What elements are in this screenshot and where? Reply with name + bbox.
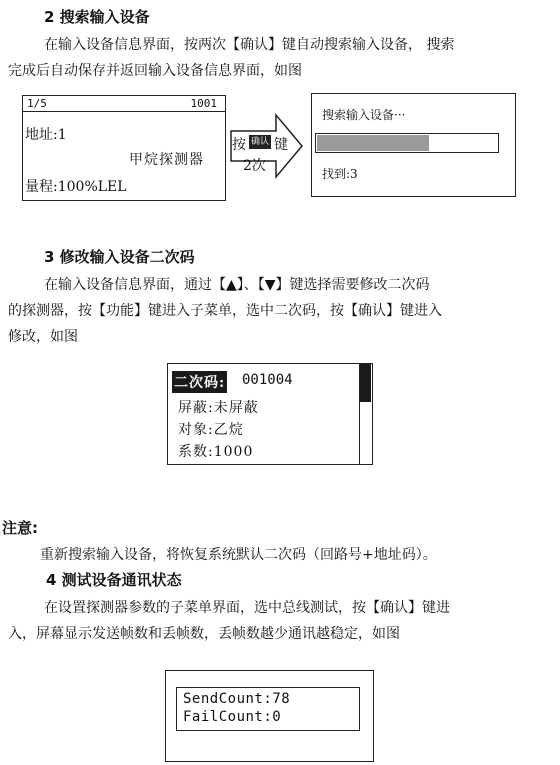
- address-label: 地址:1: [25, 127, 67, 143]
- section4-para-line1: 在设置探测器参数的子菜单界面，选中总线测试，按【确认】键进: [44, 600, 450, 616]
- arrow-press-text: 按: [232, 137, 246, 153]
- send-count: SendCount:78: [183, 691, 291, 707]
- code-value: 001004: [242, 372, 293, 388]
- section3-heading: 3 修改输入设备二次码: [44, 248, 195, 266]
- search-screen: [311, 93, 516, 197]
- section2-para-line1: 在输入设备信息界面，按两次【确认】键自动搜索输入设备， 搜索: [44, 37, 455, 53]
- section3-para-line1: 在输入设备信息界面，通过【▲】、【▼】键选择需要修改二次码: [44, 277, 430, 293]
- note-text: 重新搜索输入设备，将恢复系统默认二次码（回路号+地址码）。: [40, 547, 437, 563]
- section3-para-line3: 修改，如图: [8, 329, 78, 345]
- fail-count: FailCount:0: [183, 709, 282, 725]
- header-divider: [23, 111, 225, 112]
- code-edit-screen: [167, 363, 373, 465]
- page-indicator: 1/5: [27, 97, 47, 110]
- search-title: 搜索输入设备···: [322, 108, 406, 122]
- note-heading: 注意:: [2, 519, 38, 537]
- code-label-highlight: 二次码:: [172, 371, 227, 393]
- section3-para-line2: 的探测器，按【功能】键进入子菜单，选中二次码，按【确认】键进入: [8, 303, 442, 319]
- range-label: 量程:100%LEL: [25, 179, 127, 195]
- section2-para-line2: 完成后自动保存并返回输入设备信息界面，如图: [8, 63, 302, 79]
- detector-type: 甲烷探测器: [129, 152, 204, 168]
- bus-test-screen: [165, 670, 374, 762]
- shield-row: 屏蔽:未屏蔽: [178, 400, 259, 416]
- search-progress-bar: [315, 133, 499, 153]
- section4-para-line2: 入，屏幕显示发送帧数和丢帧数，丢帧数越少通讯越稳定，如图: [8, 626, 400, 642]
- arrow-key-text: 键: [274, 137, 288, 153]
- device-info-screen: [22, 95, 226, 201]
- section4-heading: 4 测试设备通讯状态: [46, 571, 182, 589]
- object-row: 对象:乙烷: [178, 422, 244, 438]
- device-code: 1001: [190, 97, 217, 110]
- coeff-row: 系数:1000: [178, 444, 254, 460]
- confirm-key-badge: 确认: [251, 137, 270, 147]
- search-progress-fill: [317, 135, 429, 151]
- found-count: 找到:3: [322, 167, 358, 181]
- counts-box: [176, 687, 360, 731]
- section2-heading: 2 搜索输入设备: [44, 8, 150, 26]
- arrow-times-text: 2次: [243, 158, 266, 174]
- scrollbar-thumb: [360, 364, 371, 402]
